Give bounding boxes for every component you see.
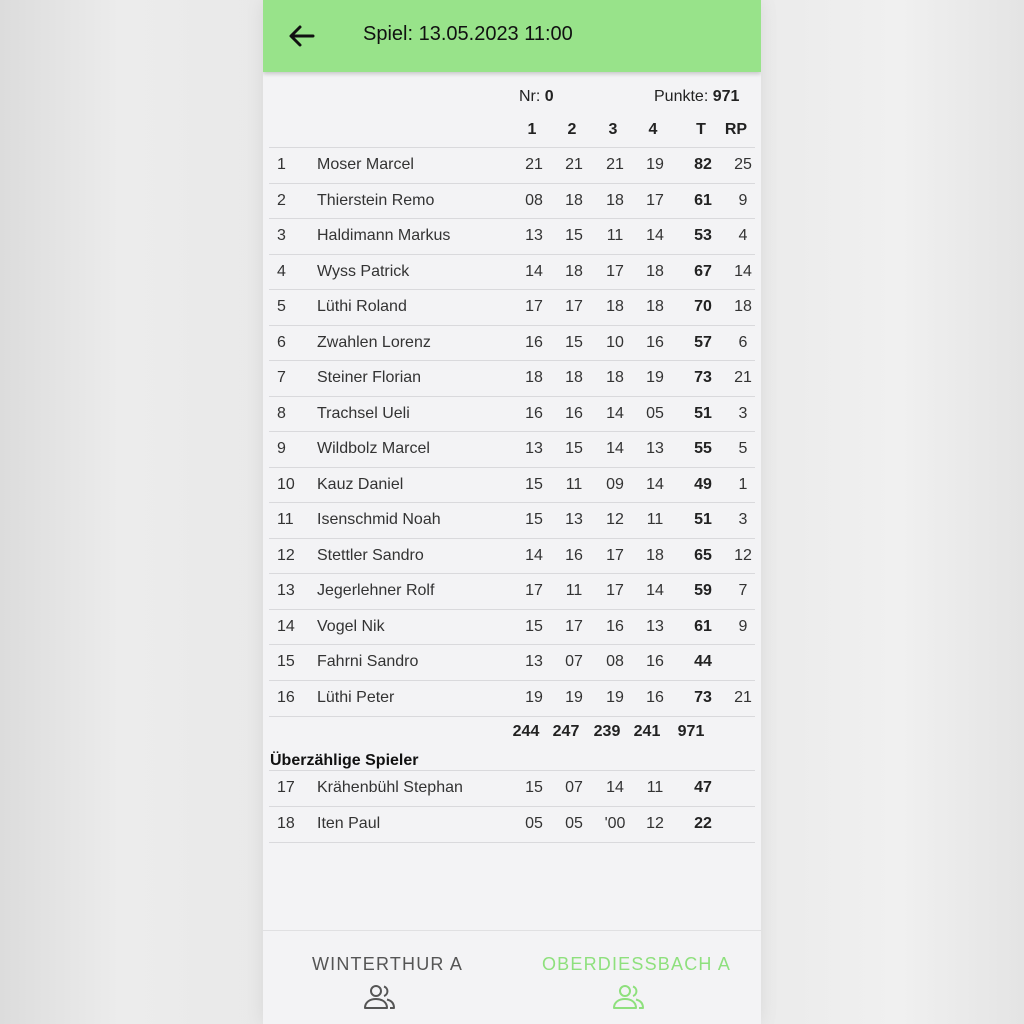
score-3: 17	[606, 546, 624, 564]
col-header-rp: RP	[724, 121, 748, 138]
score-4: 14	[646, 582, 664, 599]
rank-points: 5	[738, 440, 748, 457]
score-1: 14	[525, 546, 543, 564]
row-rank: 4	[277, 262, 286, 280]
table-row	[269, 680, 755, 717]
points-value: 971	[712, 88, 740, 105]
score-2: 18	[565, 191, 583, 209]
score-4: 11	[646, 779, 664, 796]
score-1: 15	[525, 475, 543, 493]
rank-points: 6	[738, 333, 748, 351]
score-4: 18	[646, 546, 664, 564]
score-1: 14	[525, 262, 543, 280]
group-icon	[612, 983, 646, 1011]
row-rank: 16	[277, 688, 295, 706]
score-4: 14	[646, 227, 664, 244]
score-1: 13	[525, 440, 543, 457]
total-score: 57	[694, 333, 712, 351]
rank-points: 25	[734, 156, 752, 173]
total-score: 61	[694, 617, 712, 635]
table-row	[269, 254, 755, 290]
score-2: 17	[565, 617, 583, 635]
score-2: 15	[565, 227, 583, 244]
score-2: 13	[565, 511, 583, 528]
total-score: 51	[694, 404, 712, 422]
total-score: 49	[694, 475, 712, 493]
score-2: 18	[565, 262, 583, 280]
score-4: 16	[646, 653, 664, 670]
player-name: Fahrni Sandro	[317, 653, 419, 670]
score-2: 19	[565, 688, 583, 706]
app-bar	[263, 0, 761, 72]
score-3: 18	[606, 191, 624, 209]
score-2: 05	[565, 814, 583, 832]
score-2: 16	[565, 546, 583, 564]
score-3: 21	[606, 156, 624, 173]
score-1: 15	[525, 617, 543, 635]
table-row	[269, 770, 755, 806]
score-2: 11	[565, 582, 583, 599]
score-2: 15	[565, 333, 583, 351]
score-4: 16	[646, 333, 664, 351]
score-3: 14	[606, 404, 624, 422]
score-2: 16	[565, 404, 583, 422]
rank-points: 14	[734, 262, 752, 280]
total-score: 82	[694, 156, 712, 173]
tab-label: OBERDIESSBACH A	[541, 954, 732, 974]
tab-winterthur-a[interactable]	[263, 931, 512, 1024]
rank-points: 7	[738, 582, 748, 599]
row-rank: 10	[277, 475, 295, 493]
total-score: 44	[694, 653, 712, 670]
col-header-1: 1	[527, 121, 537, 138]
row-rank: 6	[277, 333, 286, 351]
score-1: 21	[525, 156, 543, 173]
row-rank: 1	[277, 156, 286, 173]
row-rank: 12	[277, 546, 295, 564]
rank-points: 21	[734, 369, 752, 386]
row-rank: 2	[277, 191, 286, 209]
total-score: 51	[694, 511, 712, 528]
page-title: Spiel: 13.05.2023 11:00	[363, 23, 573, 45]
nr-display	[519, 87, 554, 107]
score-3: 16	[606, 617, 624, 635]
player-name: Steiner Florian	[317, 369, 422, 386]
player-name: Kauz Daniel	[317, 475, 404, 493]
player-name: Isenschmid Noah	[317, 511, 441, 528]
score-2: 18	[565, 369, 583, 386]
score-3: '00	[604, 814, 626, 832]
row-rank: 17	[277, 779, 295, 796]
total-col-1: 244	[512, 723, 540, 740]
table-row	[269, 183, 755, 219]
bottom-nav	[263, 930, 761, 1024]
score-1: 17	[525, 298, 543, 315]
total-score: 53	[694, 227, 712, 244]
score-1: 17	[525, 582, 543, 599]
score-1: 05	[525, 814, 543, 832]
table-row	[269, 644, 755, 680]
score-3: 12	[606, 511, 624, 528]
total-col-3: 239	[593, 723, 621, 740]
player-name: Lüthi Roland	[317, 298, 407, 315]
group-icon	[363, 983, 397, 1011]
total-score: 70	[694, 298, 712, 315]
table-row	[269, 502, 755, 538]
score-3: 09	[606, 475, 624, 493]
score-3: 17	[606, 582, 624, 599]
player-name: Jegerlehner Rolf	[317, 582, 435, 599]
player-name: Krähenbühl Stephan	[317, 779, 463, 796]
score-1: 13	[525, 653, 543, 670]
row-rank: 11	[277, 511, 294, 528]
row-rank: 3	[277, 227, 286, 244]
total-score: 59	[694, 582, 712, 599]
player-name: Wildbolz Marcel	[317, 440, 430, 457]
player-name: Iten Paul	[317, 814, 381, 832]
score-3: 18	[606, 298, 624, 315]
total-score: 22	[694, 814, 712, 832]
nr-label: Nr:	[519, 88, 541, 105]
rank-points: 21	[734, 688, 752, 706]
score-3: 19	[606, 688, 624, 706]
col-header-total: T	[696, 121, 706, 138]
score-3: 08	[606, 653, 624, 670]
row-rank: 18	[277, 814, 295, 832]
total-score: 73	[694, 369, 712, 386]
table-row	[269, 325, 755, 361]
back-arrow-icon[interactable]	[285, 20, 317, 52]
phone-screen	[263, 0, 761, 1024]
extra-players-title: Überzählige Spieler	[270, 752, 419, 769]
score-3: 17	[606, 262, 624, 280]
score-3: 10	[606, 333, 624, 351]
row-rank: 9	[277, 440, 286, 457]
tab-oberdiessbach-a[interactable]	[512, 931, 761, 1024]
score-4: 18	[646, 262, 664, 280]
score-4: 05	[646, 404, 664, 422]
score-4: 12	[646, 814, 664, 832]
rank-points: 1	[738, 475, 748, 493]
total-score: 55	[694, 440, 712, 457]
score-1: 08	[525, 191, 543, 209]
score-1: 19	[525, 688, 543, 706]
rank-points: 4	[738, 227, 748, 244]
table-row	[269, 609, 755, 645]
total-score: 73	[694, 688, 712, 706]
row-rank: 13	[277, 582, 295, 599]
table-row	[269, 147, 755, 183]
row-rank: 15	[277, 653, 295, 670]
score-4: 19	[646, 156, 664, 173]
score-4: 16	[646, 688, 664, 706]
score-3: 14	[606, 440, 624, 457]
rank-points: 9	[738, 617, 748, 635]
total-col-4: 241	[633, 723, 661, 740]
table-row	[269, 396, 755, 432]
table-row	[269, 538, 755, 574]
total-score: 61	[694, 191, 712, 209]
player-name: Trachsel Ueli	[317, 404, 410, 422]
player-name: Stettler Sandro	[317, 546, 424, 564]
score-2: 15	[565, 440, 583, 457]
rank-points: 3	[738, 404, 748, 422]
score-2: 17	[565, 298, 583, 315]
points-label: Punkte:	[654, 88, 709, 105]
row-rank: 7	[277, 369, 286, 386]
table-row	[269, 289, 755, 325]
table-row	[269, 218, 755, 254]
total-score: 65	[694, 546, 712, 564]
score-1: 15	[525, 511, 543, 528]
row-rank: 8	[277, 404, 286, 422]
tab-label: WINTERTHUR A	[311, 954, 464, 974]
row-rank: 14	[277, 617, 295, 635]
player-name: Haldimann Markus	[317, 227, 451, 244]
player-name: Zwahlen Lorenz	[317, 333, 431, 351]
player-name: Wyss Patrick	[317, 262, 410, 280]
col-header-4: 4	[648, 121, 658, 138]
total-score: 67	[694, 262, 712, 280]
score-4: 19	[646, 369, 664, 386]
score-4: 18	[646, 298, 664, 315]
table-row	[269, 360, 755, 396]
score-1: 13	[525, 227, 543, 244]
player-name: Thierstein Remo	[317, 191, 435, 209]
nr-value: 0	[544, 88, 554, 105]
score-3: 14	[606, 779, 624, 796]
score-4: 14	[646, 475, 664, 493]
total-sum: 971	[677, 723, 705, 740]
total-score: 47	[694, 779, 712, 796]
player-name: Lüthi Peter	[317, 688, 395, 706]
score-4: 13	[646, 440, 664, 457]
table-row	[269, 573, 755, 609]
score-3: 11	[606, 227, 624, 244]
score-4: 13	[646, 617, 664, 635]
player-name: Vogel Nik	[317, 617, 385, 635]
table-row	[269, 431, 755, 467]
score-2: 07	[565, 779, 583, 796]
rank-points: 3	[738, 511, 748, 528]
score-2: 21	[565, 156, 583, 173]
score-3: 18	[606, 369, 624, 386]
table-row	[269, 467, 755, 503]
score-1: 16	[525, 404, 543, 422]
score-2: 07	[565, 653, 583, 670]
col-header-2: 2	[567, 121, 577, 138]
row-rank: 5	[277, 298, 286, 315]
score-1: 16	[525, 333, 543, 351]
score-1: 18	[525, 369, 543, 386]
total-col-2: 247	[552, 723, 580, 740]
table-row	[269, 806, 755, 843]
col-header-3: 3	[608, 121, 618, 138]
score-4: 11	[646, 511, 664, 528]
player-name: Moser Marcel	[317, 156, 414, 173]
score-1: 15	[525, 779, 543, 796]
score-2: 11	[565, 475, 583, 493]
score-4: 17	[646, 191, 664, 209]
rank-points: 12	[734, 546, 752, 564]
rank-points: 18	[734, 298, 752, 315]
rank-points: 9	[738, 191, 748, 209]
points-display	[654, 87, 739, 107]
